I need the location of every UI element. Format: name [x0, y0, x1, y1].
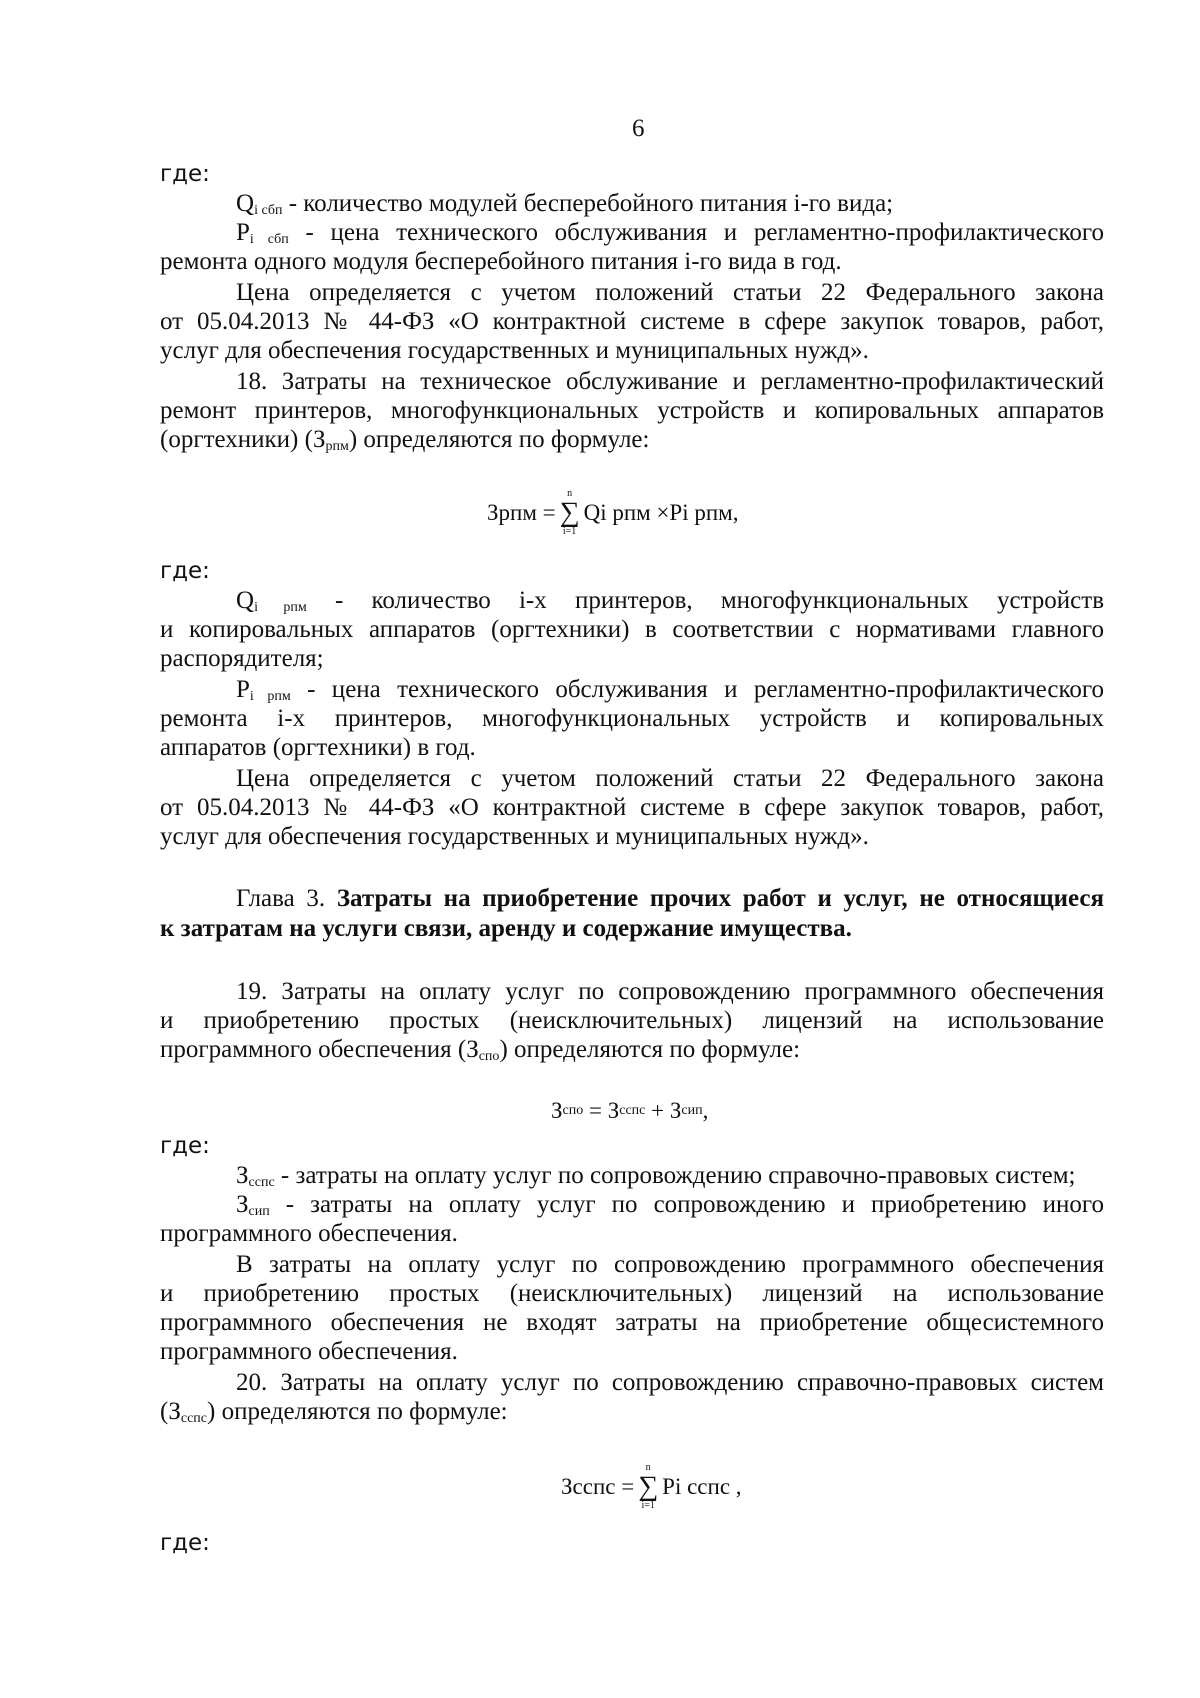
item-19-line: и приобретению простых (неисключительных) лицензий на использование [160, 1007, 1104, 1034]
price-note-line: услуг для обеспечения государственных и муниципальных нужд». [160, 823, 869, 850]
item-20-line: $(З_{сспс})$ определяются по формуле: [160, 1398, 508, 1426]
definition-q-sbp: $Q_{i сбп}$ - количество модулей бесперебойного питания i-го вида; [236, 190, 894, 218]
price-note-line: услуг для обеспечения государственных и муниципальных нужд». [160, 337, 869, 364]
definition-q-rpm-cont: и копировальных аппаратов (оргтехники) в соответствии с нормативами главного [160, 616, 1104, 643]
price-note-line: Цена определяется с учетом положений статьи 22 Федерального закона [236, 279, 1104, 306]
definition-q-rpm-cont: распорядителя; [160, 645, 324, 672]
price-note-line: от 05.04.2013 № 44-ФЗ «О контрактной системе в сфере закупок товаров, работ, [160, 794, 1104, 821]
item-18-line: 18. Затраты на техническое обслуживание и регламентно-профилактический [236, 368, 1104, 395]
definition-zsip: $З_{сип}$ - затраты на оплату услуг по сопровождению и приобретению иного [236, 1191, 1104, 1219]
where-label: где: [160, 558, 210, 584]
where-label: где: [160, 1530, 210, 1556]
price-note-line: Цена определяется с учетом положений статьи 22 Федерального закона [236, 765, 1104, 792]
item-19-note: и приобретению простых (неисключительных) лицензий на использование [160, 1280, 1104, 1307]
item-19-line: программного обеспечения $(З_{спо})$ определяются по формуле: [160, 1036, 801, 1064]
item-18-line: (оргтехники) $(З_{рпм})$ определяются по формуле: [160, 426, 650, 454]
price-note-line: от 05.04.2013 № 44-ФЗ «О контрактной системе в сфере закупок товаров, работ, [160, 308, 1104, 335]
definition-p-sbp-cont: ремонта одного модуля бесперебойного питания i-го вида в год. [160, 248, 842, 275]
formula-zrpm: Зрпм = n ∑ i=1 Qi рпм ×Pi рпм, [487, 488, 739, 537]
where-label: где: [160, 1133, 210, 1159]
item-20-line: 20. Затраты на оплату услуг по сопровождению справочно-правовых систем [236, 1369, 1104, 1396]
definition-zsspc: $З_{сспс}$ - затраты на оплату услуг по сопровождению справочно-правовых систем; [236, 1162, 1076, 1190]
definition-q-rpm: $Q_{i рпм}$ - количество i-х принтеров, многофункциональных устройств [236, 587, 1104, 615]
item-19-line: 19. Затраты на оплату услуг по сопровождению программного обеспечения [236, 978, 1104, 1005]
definition-p-rpm-cont: аппаратов (оргтехники) в год. [160, 734, 476, 761]
item-19-note: программного обеспечения не входят затраты на приобретение общесистемного [160, 1309, 1104, 1336]
item-19-note: программного обеспечения. [160, 1338, 458, 1365]
chapter-3-heading: Глава 3. Затраты на приобретение прочих работ и услуг, не относящиеся [236, 885, 1105, 912]
formula-zspo: З спо = З сспс + З сип , [551, 1098, 709, 1123]
definition-p-rpm: $P_{i рпм}$ - цена технического обслуживания и регламентно-профилактического [236, 676, 1104, 704]
formula-zsspc: Зсспс = n ∑ i=1 Pi сспс , [561, 1462, 742, 1511]
definition-p-rpm-cont: ремонта i-х принтеров, многофункциональных устройств и копировальных [160, 705, 1104, 732]
definition-zsip-cont: программного обеспечения. [160, 1220, 458, 1247]
sum-symbol: n ∑ i=1 [559, 488, 580, 537]
item-18-line: ремонт принтеров, многофункциональных устройств и копировальных аппаратов [160, 397, 1104, 424]
definition-p-sbp: $P_{i сбп}$ - цена технического обслуживания и регламентно-профилактического [236, 219, 1104, 247]
sum-symbol: n ∑ i=1 [638, 1462, 659, 1511]
where-label: где: [160, 161, 210, 187]
chapter-3-heading-cont: к затратам на услуги связи, аренду и содержание имущества. [160, 915, 852, 942]
page-number: 6 [632, 115, 645, 142]
item-19-note: В затраты на оплату услуг по сопровождению программного обеспечения [236, 1251, 1104, 1278]
